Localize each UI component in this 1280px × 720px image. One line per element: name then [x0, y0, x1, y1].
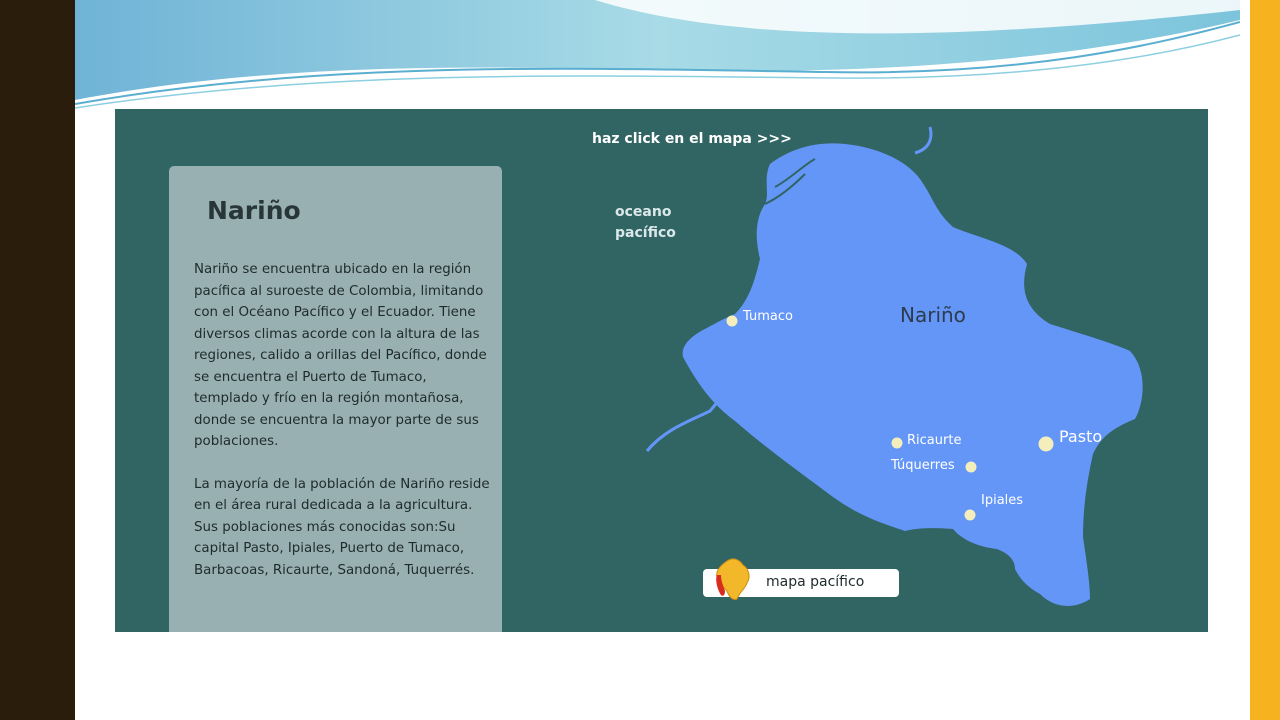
ocean-label-line-2: pacífico	[615, 225, 676, 241]
card-title: Nariño	[207, 196, 301, 225]
ocean-label-line-1: oceano	[615, 204, 672, 220]
ocean-label	[615, 202, 705, 244]
ricaurte-dot[interactable]	[892, 438, 903, 449]
tuquerres-dot[interactable]	[966, 462, 977, 473]
mapa-pacifico-button[interactable]	[703, 569, 899, 597]
header-wave-decoration	[75, 0, 1240, 120]
city-label-ricaurte[interactable]: Ricaurte	[907, 433, 962, 448]
narino-region-shape[interactable]	[683, 143, 1143, 606]
city-label-tuquerres[interactable]: Túquerres	[891, 458, 955, 473]
tumaco-dot[interactable]	[727, 316, 738, 327]
pasto-dot[interactable]	[1039, 437, 1054, 452]
right-gap	[1240, 0, 1250, 720]
left-border-bar	[0, 0, 75, 720]
city-label-ipiales[interactable]: Ipiales	[981, 493, 1024, 508]
card-body	[194, 259, 494, 602]
ipiales-dot[interactable]	[965, 510, 976, 521]
region-label: Nariño	[900, 303, 966, 327]
info-card	[169, 166, 502, 632]
river-north	[915, 127, 931, 153]
right-border-bar	[1250, 0, 1280, 720]
river-west	[647, 399, 720, 451]
map-panel	[115, 109, 1208, 632]
city-label-pasto[interactable]: Pasto	[1059, 427, 1103, 446]
click-map-hint: haz click en el mapa >>>	[592, 131, 792, 147]
description-paragraph-1: Nariño se encuentra ubicado en la región pacífica al suroeste de Colombia, limitando con el Océano Pacífico y el Ecuador. Tiene diversos climas acorde con la altura de las regiones, calido a orillas del Pacífico, donde se encuentra el Puerto de Tumaco, templado y frío en la región montañosa, donde se encuentra la mayor parte de sus poblaciones.	[194, 262, 487, 449]
city-label-tumaco[interactable]: Tumaco	[743, 309, 793, 324]
colombia-map-icon	[713, 555, 753, 603]
description-paragraph-2: La mayoría de la población de Nariño reside en el área rural dedicada a la agricultura. Sus poblaciones más conocidas son:Su capital Pasto, Ipiales, Puerto de Tumaco, Barbacoas, Ricaurte, Sandoná, Tuquerrés.	[194, 476, 490, 578]
mapa-pacifico-label: mapa pacífico	[766, 574, 865, 590]
